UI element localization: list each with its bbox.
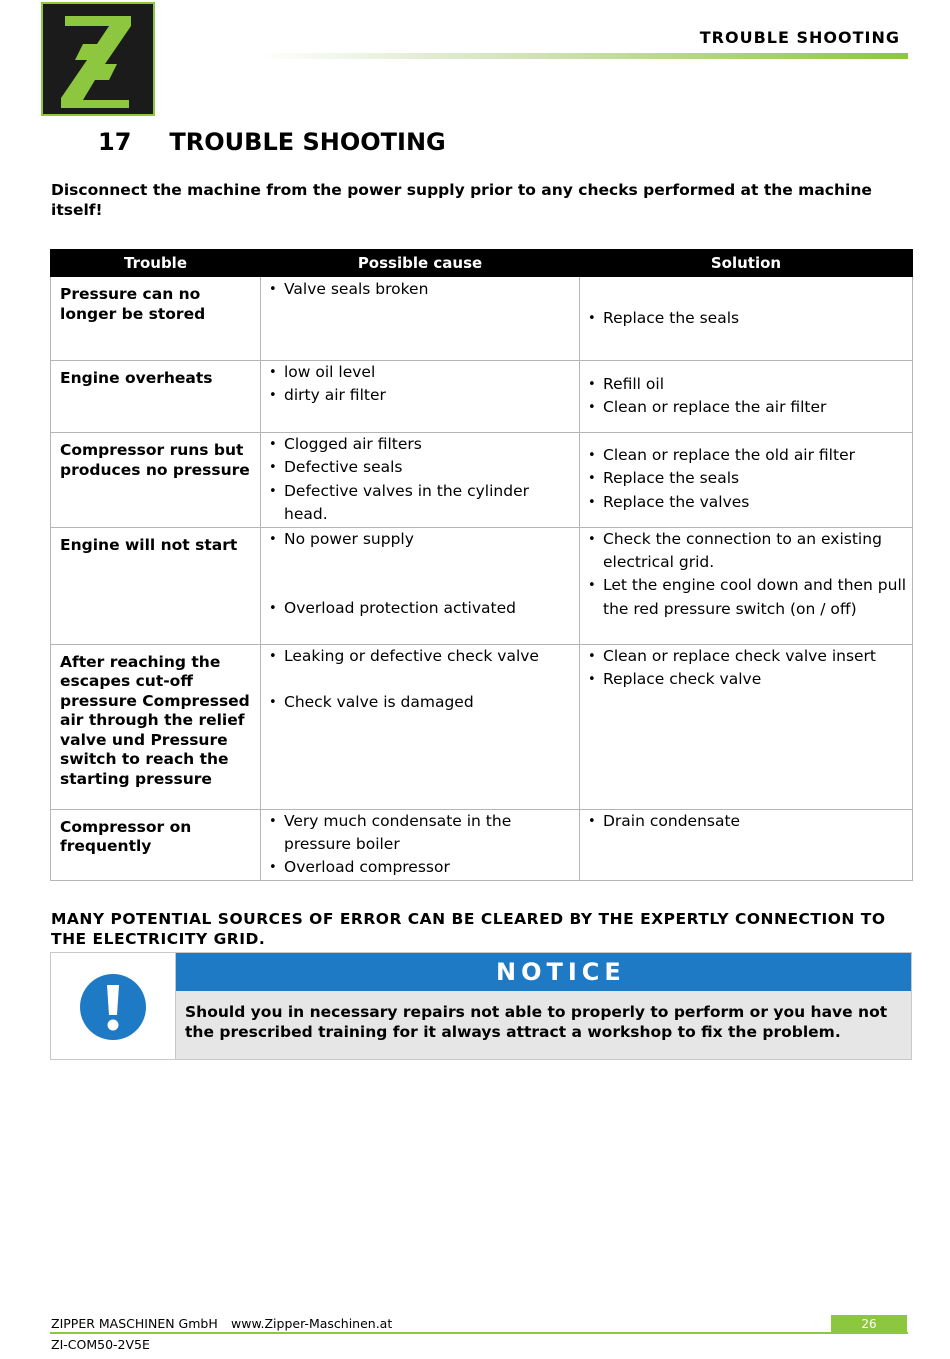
solution-item: • Replace the seals	[580, 467, 912, 490]
solution-cell	[580, 644, 913, 809]
cause-item: • Clogged air filters	[261, 433, 579, 456]
footer-rule	[50, 1332, 908, 1334]
zipper-z-logo-icon	[43, 4, 153, 114]
cause-item: • No power supply	[261, 528, 579, 551]
table-row	[51, 644, 913, 809]
section-title: TROUBLE SHOOTING	[169, 128, 446, 156]
notice-icon-cell	[51, 953, 176, 1059]
trouble-cell: Pressure can no longer be stored	[51, 277, 261, 361]
solution-item: • Refill oil	[580, 373, 912, 396]
cause-item: • Overload compressor	[261, 856, 579, 879]
section-number: 17	[98, 128, 132, 156]
table-row	[51, 361, 913, 433]
trouble-cell: Engine will not start	[51, 527, 261, 644]
cause-cell	[261, 644, 580, 809]
cause-cell	[261, 809, 580, 880]
solution-item: • Clean or replace the air filter	[580, 396, 912, 419]
section-heading	[98, 128, 446, 156]
table-row	[51, 433, 913, 528]
solution-cell	[580, 277, 913, 361]
cause-item: • dirty air filter	[261, 384, 579, 407]
table-header-row	[51, 250, 913, 277]
page-number: 26	[831, 1315, 907, 1333]
solution-cell	[580, 361, 913, 433]
cause-item: • Leaking or defective check valve	[261, 645, 579, 668]
trouble-cell: Engine overheats	[51, 361, 261, 433]
cause-item: • Very much condensate in the pressure boiler	[261, 810, 579, 857]
column-header-trouble: Trouble	[51, 250, 261, 277]
header-rule	[260, 53, 908, 59]
cause-cell	[261, 277, 580, 361]
cause-item: • Overload protection activated	[261, 597, 579, 620]
footer-company: ZIPPER MASCHINEN GmbH	[51, 1316, 218, 1331]
notice-heading: NOTICE	[176, 953, 911, 991]
trouble-cell: Compressor runs but produces no pressure	[51, 433, 261, 528]
notice-text: Should you in necessary repairs not able to properly to perform or you have not the prescribed training for it always attract a workshop to fix the problem.	[176, 991, 911, 1059]
cause-item: • low oil level	[261, 361, 579, 384]
solution-item: • Replace the valves	[580, 491, 912, 514]
solution-item: • Drain condensate	[580, 810, 912, 833]
header-title: TROUBLE SHOOTING	[699, 28, 900, 47]
notice-box	[50, 952, 912, 1060]
footer-website: www.Zipper-Maschinen.at	[231, 1316, 393, 1331]
exclamation-icon	[79, 973, 147, 1041]
column-header-solution: Solution	[580, 250, 913, 277]
safety-warning: Disconnect the machine from the power supply prior to any checks performed at the machine itself!	[51, 181, 872, 219]
solution-cell	[580, 527, 913, 644]
table-row	[51, 527, 913, 644]
solution-cell	[580, 809, 913, 880]
solution-item: • Replace check valve	[580, 668, 912, 691]
trouble-cell: After reaching the escapes cut-off pressure Compressed air through the relief valve und Pressure switch to reach the starting pressure	[51, 644, 261, 809]
cause-item: • Check valve is damaged	[261, 691, 579, 714]
cause-item: • Valve seals broken	[261, 278, 579, 301]
solution-item: • Replace the seals	[580, 307, 912, 330]
grid-connection-note: MANY POTENTIAL SOURCES OF ERROR CAN BE CLEARED BY THE EXPERTLY CONNECTION TO THE ELECTRICITY GRID.	[51, 910, 886, 948]
cause-item: • Defective valves in the cylinder head.	[261, 480, 579, 527]
cause-cell	[261, 361, 580, 433]
cause-cell	[261, 433, 580, 528]
zipper-logo	[41, 2, 155, 116]
solution-item: • Check the connection to an existing electrical grid.	[580, 528, 912, 575]
footer-model-code: ZI-COM50-2V5E	[51, 1337, 150, 1352]
solution-item: • Clean or replace the old air filter	[580, 444, 912, 467]
table-row	[51, 277, 913, 361]
table-row	[51, 809, 913, 880]
column-header-cause: Possible cause	[261, 250, 580, 277]
cause-item: • Defective seals	[261, 456, 579, 479]
cause-cell	[261, 527, 580, 644]
solution-item: • Let the engine cool down and then pull the red pressure switch (on / off)	[580, 574, 912, 621]
troubleshooting-table	[50, 249, 913, 881]
trouble-cell: Compressor on frequently	[51, 809, 261, 880]
solution-cell	[580, 433, 913, 528]
solution-item: • Clean or replace check valve insert	[580, 645, 912, 668]
